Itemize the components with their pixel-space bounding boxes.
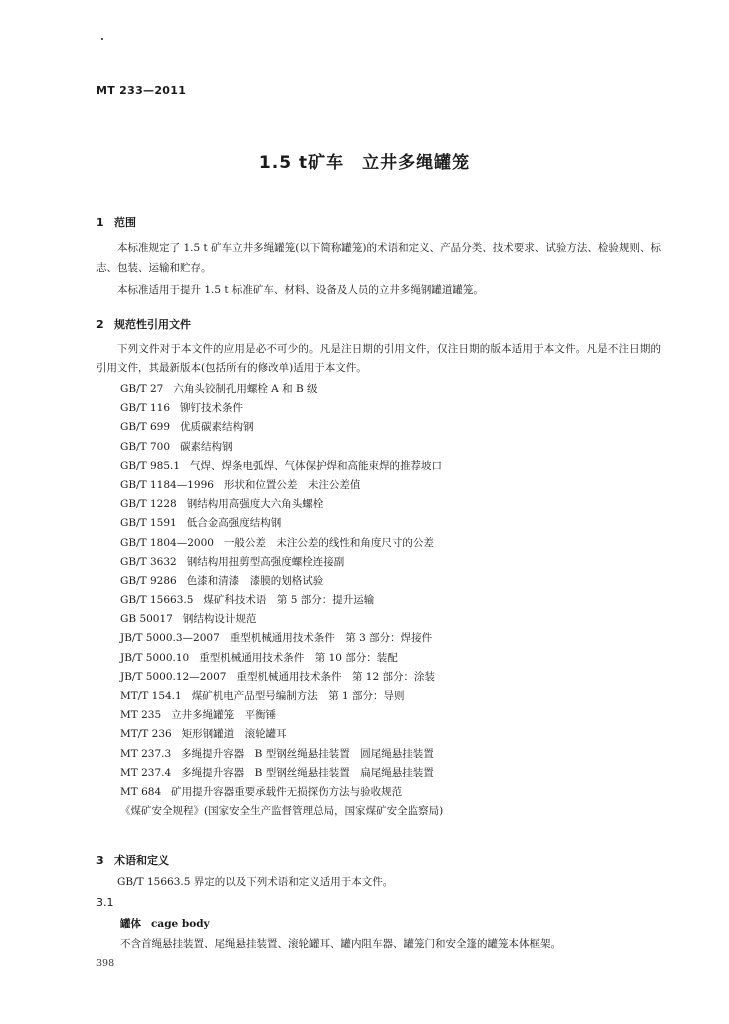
reference-code: JB/T 5000.3—2007	[120, 632, 220, 645]
reference-title: 形状和位置公差 未注公差值	[223, 478, 361, 491]
section-number: 2	[96, 318, 104, 331]
reference-item	[120, 495, 660, 514]
reference-item	[120, 668, 660, 687]
reference-code: GB/T 1228	[120, 498, 177, 511]
reference-title: 多绳提升容器 B 型钢丝绳悬挂装置 圆尾绳悬挂装置	[181, 747, 434, 760]
reference-code: GB/T 15663.5	[120, 594, 194, 607]
reference-item	[120, 572, 660, 591]
reference-title: 低合金高强度结构钢	[186, 517, 282, 530]
section-title: 术语和定义	[114, 854, 169, 867]
reference-title: 《煤矿安全规程》(国家安全生产监督管理总局，国家煤矿安全监察局)	[120, 805, 444, 818]
reference-item	[120, 418, 660, 437]
reference-title: 重型机械通用技术条件 第 3 部分：焊接件	[229, 632, 433, 645]
reference-title: 色漆和清漆 漆膜的划格试验	[186, 574, 324, 587]
reference-title: 铆钉技术条件	[180, 402, 244, 415]
reference-item	[120, 610, 660, 629]
reference-item	[120, 591, 660, 610]
section-number: 3	[96, 854, 104, 867]
section-3-heading	[96, 852, 169, 868]
reference-item	[120, 629, 660, 648]
reference-item	[120, 687, 660, 706]
reference-title: 钢结构用扭剪型高强度螺栓连接副	[186, 555, 345, 568]
section-title: 规范性引用文件	[114, 318, 191, 331]
reference-code: GB/T 1591	[120, 517, 177, 530]
section-number: 1	[96, 216, 104, 229]
section-2-paragraph-1: 下列文件对于本文件的应用是必不可少的。凡是注日期的引用文件，仅注日期的版本适用于本文件。凡是不注日期的引用文件，其最新版本(包括所有的修改单)适用于本文件。	[96, 343, 661, 374]
section-1-paragraph-2: 本标准适用于提升 1.5 t 标准矿车、材料、设备及人员的立井多绳钢罐道罐笼。	[117, 284, 484, 296]
reference-item	[120, 745, 660, 764]
reference-item	[120, 764, 660, 783]
reference-title: 优质碳素结构钢	[180, 421, 254, 434]
document-title: 1.5 t矿车 立井多绳罐笼	[258, 153, 471, 173]
reference-title: 矩形钢罐道 滚轮罐耳	[181, 728, 287, 741]
reference-item	[120, 438, 660, 457]
reference-code: GB/T 985.1	[120, 459, 181, 472]
term-chinese: 罐体	[120, 918, 141, 930]
section-3-paragraph-1: GB/T 15663.5 界定的以及下列术语和定义适用于本文件。	[117, 876, 394, 888]
reference-code: MT 237.3	[120, 747, 172, 760]
reference-title: 气焊、焊条电弧焊、气体保护焊和高能束焊的推荐坡口	[190, 459, 443, 472]
reference-title: 多绳提升容器 B 型钢丝绳悬挂装置 扁尾绳悬挂装置	[181, 766, 434, 779]
reference-title: 立井多绳罐笼 平衡锤	[171, 709, 277, 722]
term-english: cage body	[151, 918, 210, 930]
reference-code: GB/T 699	[120, 421, 171, 434]
reference-item	[120, 476, 660, 495]
reference-item	[120, 725, 660, 744]
reference-code: JB/T 5000.12—2007	[120, 670, 227, 683]
reference-title: 煤矿科技术语 第 5 部分：提升运输	[203, 594, 375, 607]
section-title: 范围	[114, 216, 136, 229]
normative-reference-list	[120, 380, 660, 821]
reference-code: GB/T 3632	[120, 555, 177, 568]
term-entry	[120, 916, 210, 931]
section-2-heading	[96, 316, 191, 332]
reference-code: MT/T 154.1	[120, 690, 182, 702]
reference-code: GB/T 116	[120, 402, 171, 415]
term-definition: 不含首绳悬挂装置、尾绳悬挂装置、滚轮罐耳、罐内阻车器、罐笼门和安全篷的罐笼本体框架。	[120, 938, 561, 950]
reference-code: GB/T 1184—1996	[120, 478, 214, 491]
reference-code: GB/T 27	[120, 383, 164, 395]
reference-code: MT 684	[120, 785, 162, 798]
reference-item	[120, 514, 660, 533]
reference-title: 钢结构设计规范	[182, 613, 257, 626]
reference-title: 煤矿机电产品型号编制方法 第 1 部分：导则	[191, 690, 405, 702]
reference-code: GB/T 700	[120, 440, 171, 453]
reference-title: 碳素结构钢	[180, 440, 233, 453]
reference-title: 六角头铰制孔用螺栓 A 和 B 级	[173, 383, 318, 395]
reference-code: JB/T 5000.10	[120, 651, 190, 664]
reference-code: MT/T 236	[120, 728, 172, 741]
section-1-paragraph-1: 本标准规定了 1.5 t 矿车立井多绳罐笼(以下简称罐笼)的术语和定义、产品分类、技术要求、试验方法、检验规则、标志、包装、运输和贮存。	[96, 242, 661, 274]
reference-title: 一般公差 未注公差的线性和角度尺寸的公差	[223, 536, 434, 549]
reference-code: MT 235	[120, 709, 162, 722]
reference-title: 重型机械通用技术条件 第 12 部分：涂装	[236, 670, 435, 683]
reference-item	[120, 457, 660, 476]
reference-code: MT 237.4	[120, 766, 172, 779]
reference-item	[120, 399, 660, 418]
reference-item	[120, 649, 660, 668]
reference-item	[120, 380, 660, 399]
section-1-heading	[96, 214, 136, 230]
reference-item	[120, 553, 660, 572]
subclause-number: 3.1	[96, 896, 114, 909]
reference-code: GB 50017	[120, 613, 173, 626]
reference-item	[120, 534, 660, 553]
scan-speck	[101, 38, 103, 40]
reference-title: 重型机械通用技术条件 第 10 部分：装配	[199, 651, 398, 664]
reference-code: GB/T 9286	[120, 574, 177, 587]
reference-item	[120, 802, 660, 821]
page-number: 398	[96, 958, 115, 969]
reference-code: GB/T 1804—2000	[120, 536, 214, 549]
reference-item	[120, 783, 660, 802]
reference-title: 矿用提升容器重要承载件无损探伤方法与验收规范	[171, 785, 403, 798]
standard-number: MT 233—2011	[96, 84, 187, 97]
reference-title: 钢结构用高强度大六角头螺栓	[186, 498, 324, 511]
reference-item	[120, 706, 660, 725]
